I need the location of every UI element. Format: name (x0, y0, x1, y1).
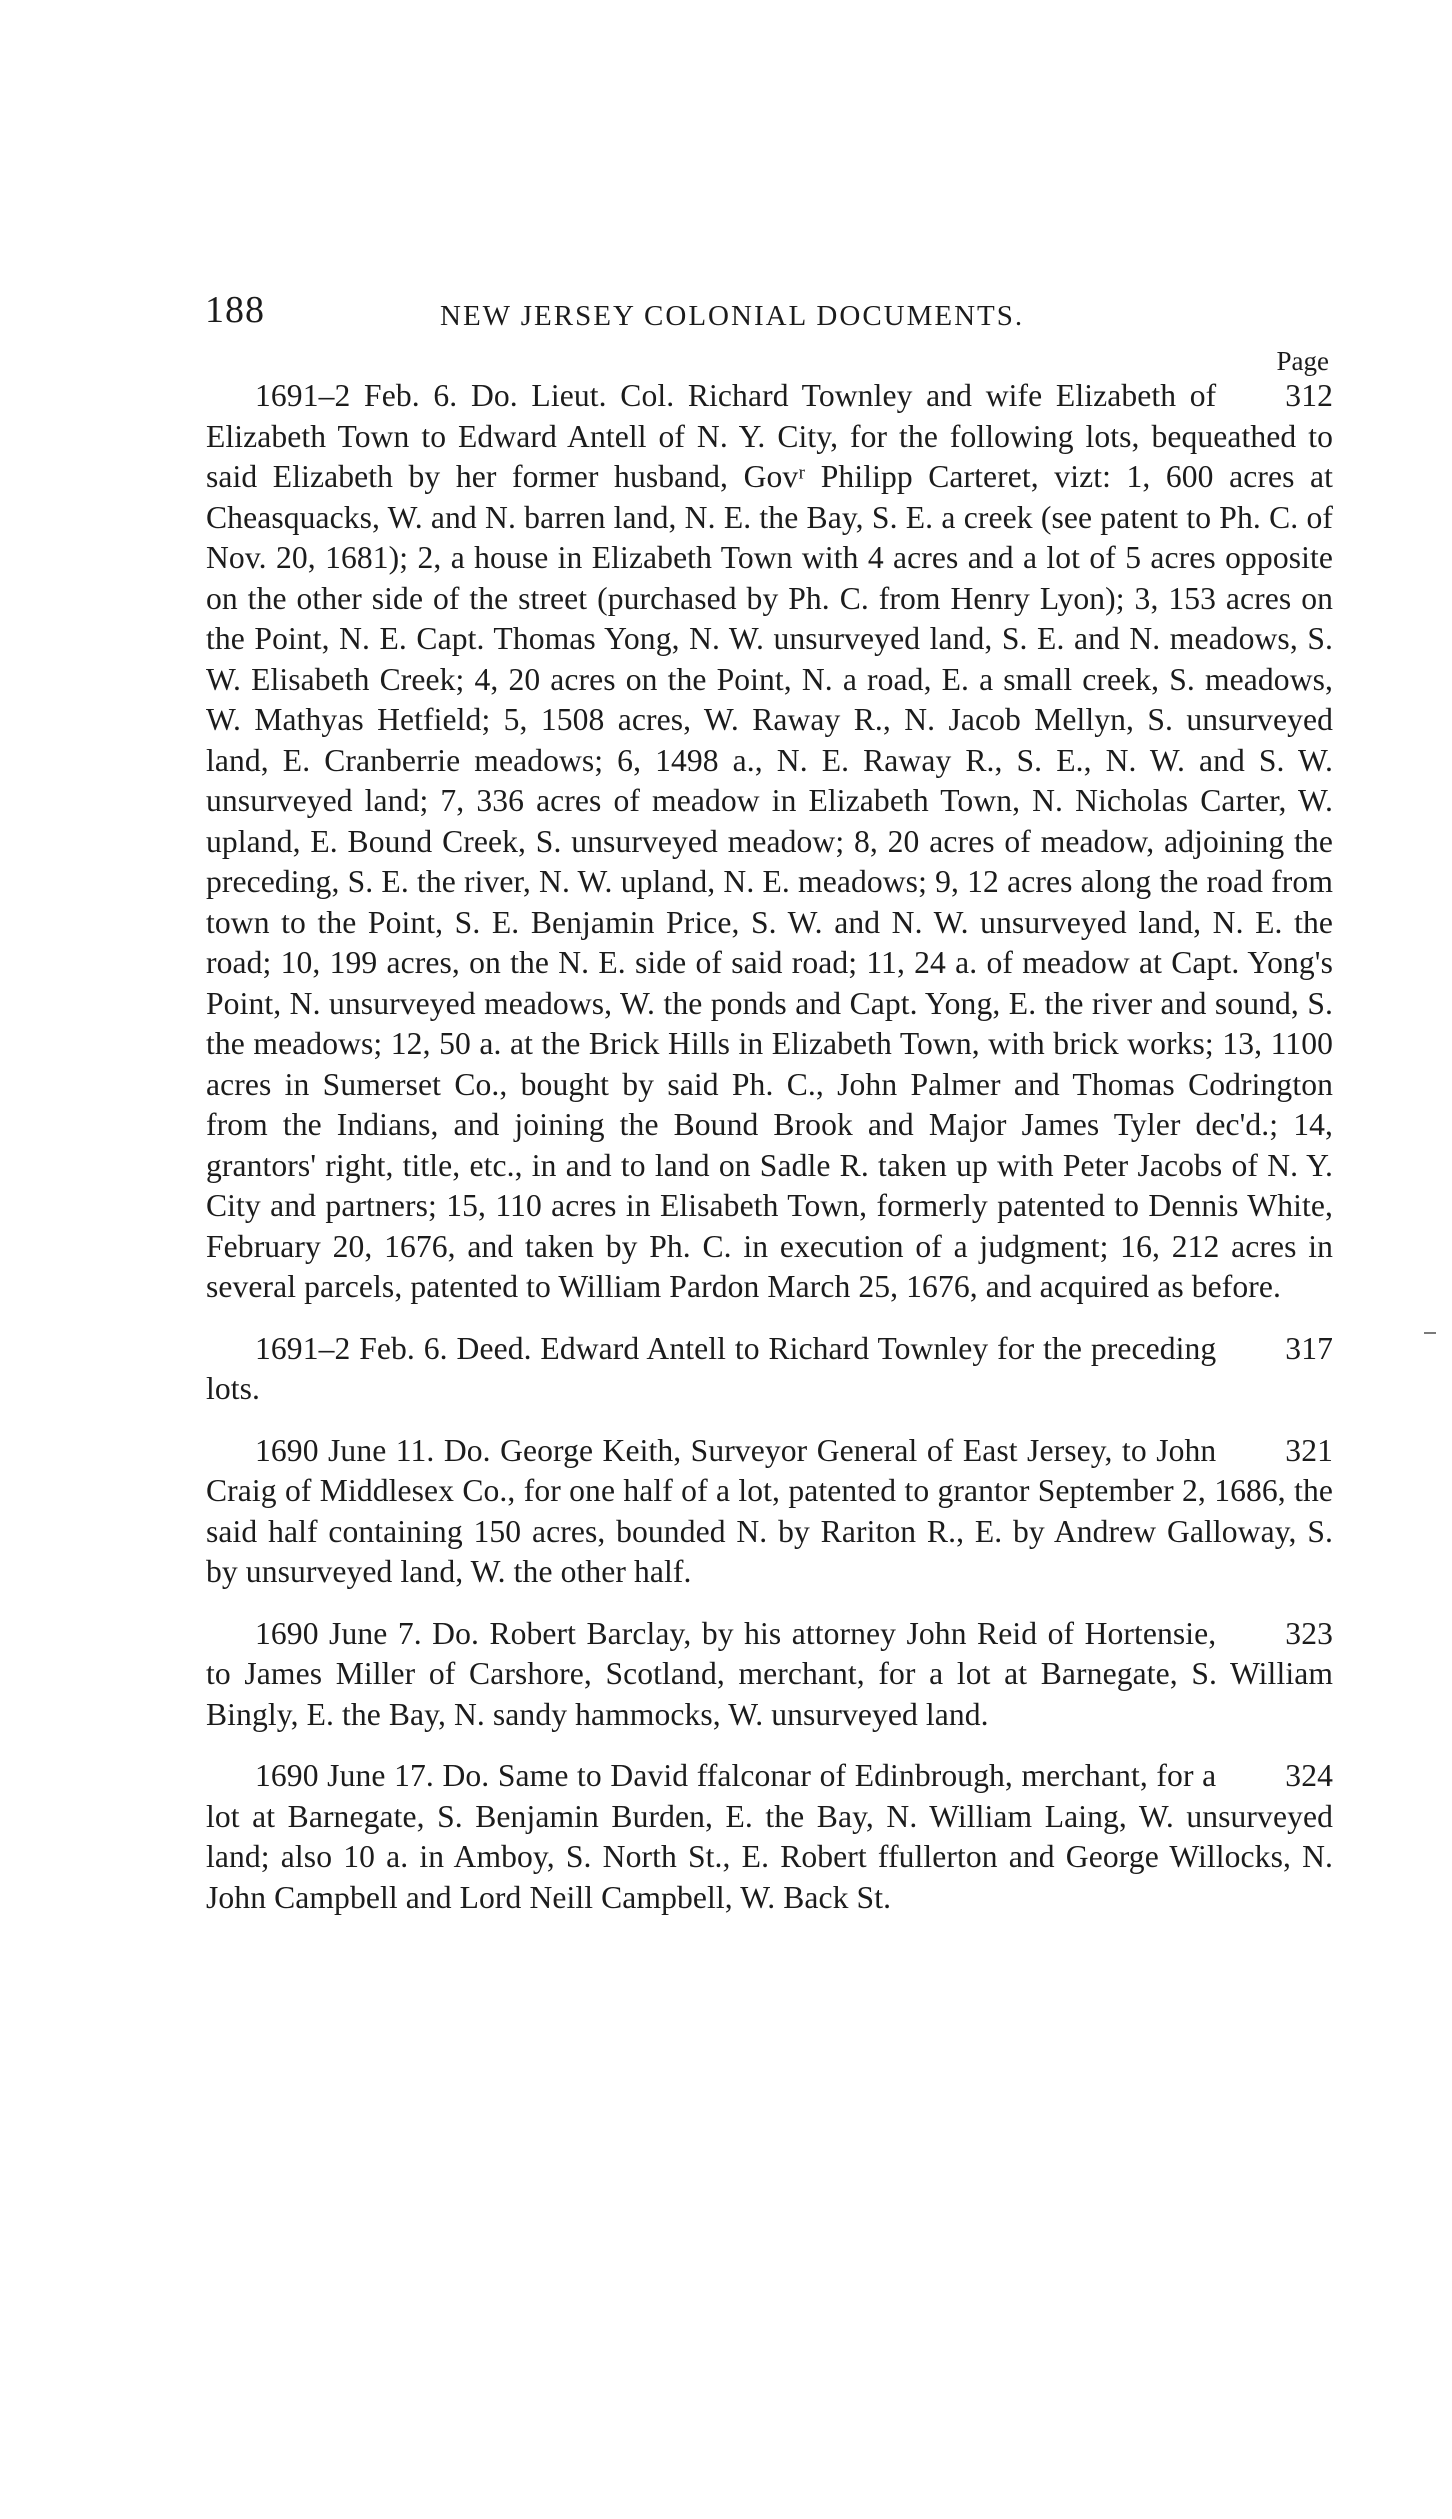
page-number: 188 (205, 289, 265, 331)
entry (206, 1756, 1333, 1918)
entry (206, 376, 1333, 1308)
margin-mark (1424, 1332, 1436, 1334)
entry-page-ref: 324 (1285, 1758, 1333, 1793)
entry-page-ref: 321 (1285, 1432, 1333, 1468)
entries-list (206, 376, 1333, 1939)
entry-text: 1691–2 Feb. 6. Deed. Edward Antell to Richard Townley for the preceding lots. (206, 1330, 1217, 1406)
entry (206, 1614, 1333, 1736)
entry-text: 1690 June 17. Do. Same to David ffalconar of Edinbrough, merchant, for a lot at Barnegate, S. Benjamin Burden, E. the Bay, N. William Laing, W. unsurveyed land; also 10 a. in Amboy, S. North St., E. Robert ffullerton and George Willocks, N. John Campbell and Lord Neill Campbell, W. Back St. (206, 1758, 1333, 1915)
entry-page-ref: 323 (1285, 1615, 1333, 1651)
entry-text: 1690 June 7. Do. Robert Barclay, by his attorney John Reid of Hortensie, to James Miller of Carshore, Scotland, merchant, for a lot at Barnegate, S. William Bingly, E. the Bay, N. sandy hammocks, W. unsurveyed land. (206, 1615, 1333, 1732)
entry-text: 1691–2 Feb. 6. Do. Lieut. Col. Richard Townley and wife Elizabeth of Elizabeth Town to Edward Antell of N. Y. City, for the following lots, bequeathed to said Elizabeth by her former husband, Govʳ Philipp Carteret, vizt: 1, 600 acres at Cheasquacks, W. and N. barren land, N. E. the Bay, S. E. a creek (see patent to Ph. C. of Nov. 20, 1681); 2, a house in Elizabeth Town with 4 acres and a lot of 5 acres opposite on the other side of the street (purchased by Ph. C. from Henry Lyon); 3, 153 acres on the Point, N. E. Capt. Thomas Yong, N. W. unsurveyed land, S. E. and N. meadows, S. W. Elisabeth Creek; 4, 20 acres on the Point, N. a road, E. a small creek, S. meadows, W. Mathyas Hetfield; 5, 1508 acres, W. Raway R., N. Jacob Mellyn, S. unsurveyed land, E. Cranberrie meadows; 6, 1498 a., N. E. Raway R., S. E., N. W. and S. W. unsurveyed land; 7, 336 acres of meadow in Elizabeth Town, N. Nicholas Carter, W. upland, E. Bound Creek, S. unsurveyed meadow; 8, 20 acres of meadow, adjoining the preceding, S. E. the river, N. W. upland, N. E. meadows; 9, 12 acres along the road from town to the Point, S. E. Benjamin Price, S. W. and N. W. unsurveyed land, N. E. the road; 10, 199 acres, on the N. E. side of said road; 11, 24 a. of meadow at Capt. Yong's Point, N. unsurveyed meadows, W. the ponds and Capt. Yong, E. the river and sound, S. the meadows; 12, 50 a. at the Brick Hills in Elizabeth Town, with brick works; 13, 1100 acres in Sumerset Co., bought by said Ph. C., John Palmer and Thomas Codrington from the Indians, and joining the Bound Brook and Major James Tyler dec'd.; 14, grantors' right, title, etc., in and to land on Sadle R. taken up with Peter Jacobs of N. Y. City and partners; 15, 110 acres in Elisabeth Town, formerly patented to Dennis White, February 20, 1676, and taken by Ph. C. in execution of a judgment; 16, 212 acres in several parcels, patented to William Pardon March 25, 1676, and acquired as before. (206, 378, 1333, 1304)
entry-page-ref: 317 (1285, 1330, 1333, 1366)
entry (206, 1431, 1333, 1593)
entry-page-ref: 312 (1285, 378, 1333, 413)
running-head: NEW JERSEY COLONIAL DOCUMENTS. (440, 300, 1025, 332)
entry-text: 1690 June 11. Do. George Keith, Surveyor General of East Jersey, to John Craig of Middlesex Co., for one half of a lot, patented to grantor September 2, 1686, the said half containing 150 acres, bounded N. by Rariton R., E. by Andrew Galloway, S. by unsurveyed land, W. the other half. (206, 1432, 1333, 1589)
page-column-label: Page (1276, 346, 1329, 376)
entry (206, 1329, 1333, 1410)
